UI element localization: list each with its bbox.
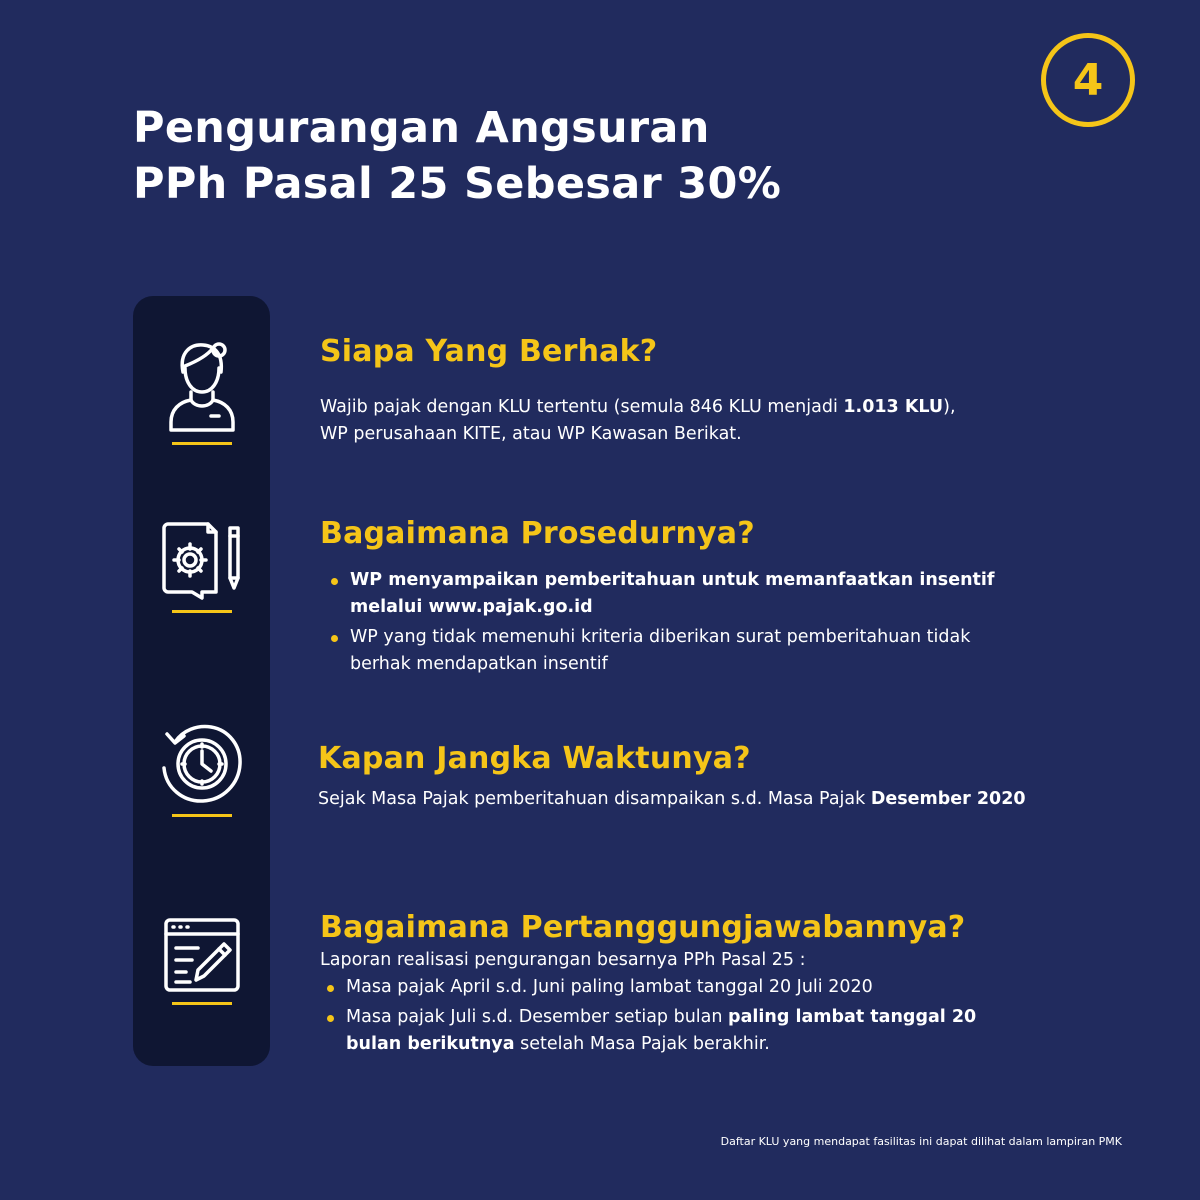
icon-slot-accountability	[133, 918, 270, 1005]
text-bold: paling lambat tanggal 20	[728, 1007, 977, 1027]
icon-column	[133, 296, 270, 1066]
icon-underline	[172, 610, 232, 613]
text-segment: ),	[943, 397, 956, 417]
icon-underline	[172, 814, 232, 817]
list-item	[316, 974, 976, 1001]
page-number: 4	[1072, 54, 1104, 106]
bullet-list	[320, 567, 995, 678]
list-item	[316, 1004, 976, 1058]
text-bold: 1.013 KLU	[843, 397, 944, 417]
section-accountability	[320, 910, 976, 1058]
document-gear-pencil-icon	[162, 522, 242, 600]
text-segment: berhak mendapatkan insentif	[350, 654, 608, 674]
clock-refresh-icon	[161, 722, 243, 804]
text-segment: Masa pajak Juli s.d. Desember setiap bulan	[346, 1007, 729, 1027]
section-period	[318, 741, 1026, 813]
text-bold: melalui www.pajak.go.id	[350, 597, 593, 617]
text-segment: WP yang tidak memenuhi kriteria diberikan surat pemberitahuan tidak	[350, 627, 971, 647]
text-bold: bulan berikutnya	[346, 1034, 515, 1054]
page-title-line-1: Pengurangan Angsuran	[133, 103, 710, 153]
text-segment: setelah Masa Pajak berakhir.	[514, 1034, 770, 1054]
section-heading: Kapan Jangka Waktunya?	[318, 741, 751, 776]
section-text: WP perusahaan KITE, atau WP Kawasan Berikat.	[320, 424, 742, 444]
list-item	[320, 567, 995, 621]
text-bold: Desember 2020	[870, 789, 1026, 809]
icon-slot-eligibility	[133, 338, 270, 445]
footnote: Daftar KLU yang mendapat fasilitas ini dapat dilihat dalam lampiran PMK	[720, 1135, 1122, 1148]
icon-slot-period	[133, 722, 270, 817]
section-heading: Bagaimana Pertanggungjawabannya?	[320, 910, 966, 945]
list-item	[320, 624, 995, 678]
icon-underline	[172, 442, 232, 445]
bullet-list	[316, 974, 976, 1058]
form-pencil-icon	[164, 918, 240, 992]
icon-underline	[172, 1002, 232, 1005]
page-number-badge	[1041, 33, 1135, 127]
section-heading: Bagaimana Prosedurnya?	[320, 516, 755, 551]
page-title-line-2: PPh Pasal 25 Sebesar 30%	[133, 159, 782, 209]
text-segment: Sejak Masa Pajak pemberitahuan disampaikan s.d. Masa Pajak	[318, 789, 871, 809]
section-heading: Siapa Yang Berhak?	[320, 334, 658, 369]
section-eligibility	[320, 334, 956, 448]
icon-slot-procedure	[133, 522, 270, 613]
section-text: Laporan realisasi pengurangan besarnya PPh Pasal 25 :	[320, 950, 806, 970]
text-bold: WP menyampaikan pemberitahuan untuk memanfaatkan insentif	[350, 570, 995, 590]
text-segment: Wajib pajak dengan KLU tertentu (semula 846 KLU menjadi	[320, 397, 844, 417]
section-text	[318, 786, 1026, 813]
section-text	[320, 394, 956, 421]
person-icon	[167, 338, 237, 432]
text-segment: Masa pajak April s.d. Juni paling lambat tanggal 20 Juli 2020	[346, 977, 873, 997]
page-title	[133, 100, 781, 212]
section-procedure	[320, 516, 995, 678]
